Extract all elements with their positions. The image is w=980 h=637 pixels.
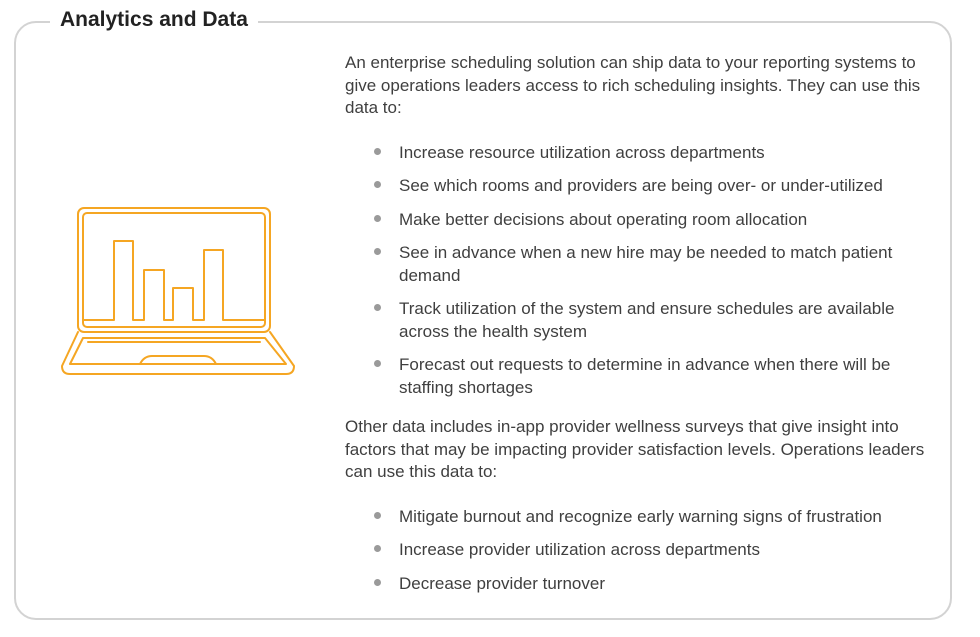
bullet-dot-icon <box>374 545 381 552</box>
bullet-dot-icon <box>374 579 381 586</box>
bar-chart-line <box>83 241 265 320</box>
bullet-dot-icon <box>374 248 381 255</box>
bullet-dot-icon <box>374 304 381 311</box>
list-item <box>345 142 935 165</box>
list-item-text: Track utilization of the system and ensure schedules are available across the health system <box>399 299 895 341</box>
bullet-dot-icon <box>374 512 381 519</box>
list-item <box>345 298 935 343</box>
list-item <box>345 354 935 399</box>
bullet-dot-icon <box>374 215 381 222</box>
list-item <box>345 506 935 529</box>
list-item-text: Increase provider utilization across departments <box>399 540 760 559</box>
list-item-text: See which rooms and providers are being over- or under-utilized <box>399 176 883 195</box>
bullet-dot-icon <box>374 181 381 188</box>
list-item <box>345 242 935 287</box>
intro-paragraph: An enterprise scheduling solution can ship data to your reporting systems to give operations leaders access to rich scheduling insights. They can use this data to: <box>345 53 921 117</box>
list-item-text: Decrease provider turnover <box>399 573 605 593</box>
list-item <box>345 209 935 232</box>
wellness-paragraph: Other data includes in-app provider wellness surveys that give insight into factors that may be impacting provider satisfaction levels. Operations leaders can use this data to: <box>345 417 925 481</box>
wellness-list <box>345 506 935 596</box>
laptop-bar-chart-icon <box>58 206 298 382</box>
list-item <box>345 175 935 198</box>
list-item-text: Forecast out requests to determine in advance when there will be staffing shortages <box>399 355 891 397</box>
list-item-text: See in advance when a new hire may be needed to match patient demand <box>399 243 893 285</box>
list-item-text: Increase resource utilization across departments <box>399 142 765 162</box>
list-item-text: Mitigate burnout and recognize early warning signs of frustration <box>399 506 882 526</box>
list-item-text: Make better decisions about operating room allocation <box>399 209 808 229</box>
content-column <box>345 52 935 606</box>
list-item <box>345 539 935 562</box>
bullet-dot-icon <box>374 148 381 155</box>
laptop-trackpad <box>140 356 216 364</box>
section-title: Analytics and Data <box>50 6 258 34</box>
insights-list <box>345 142 935 400</box>
bullet-dot-icon <box>374 360 381 367</box>
list-item <box>345 573 935 596</box>
